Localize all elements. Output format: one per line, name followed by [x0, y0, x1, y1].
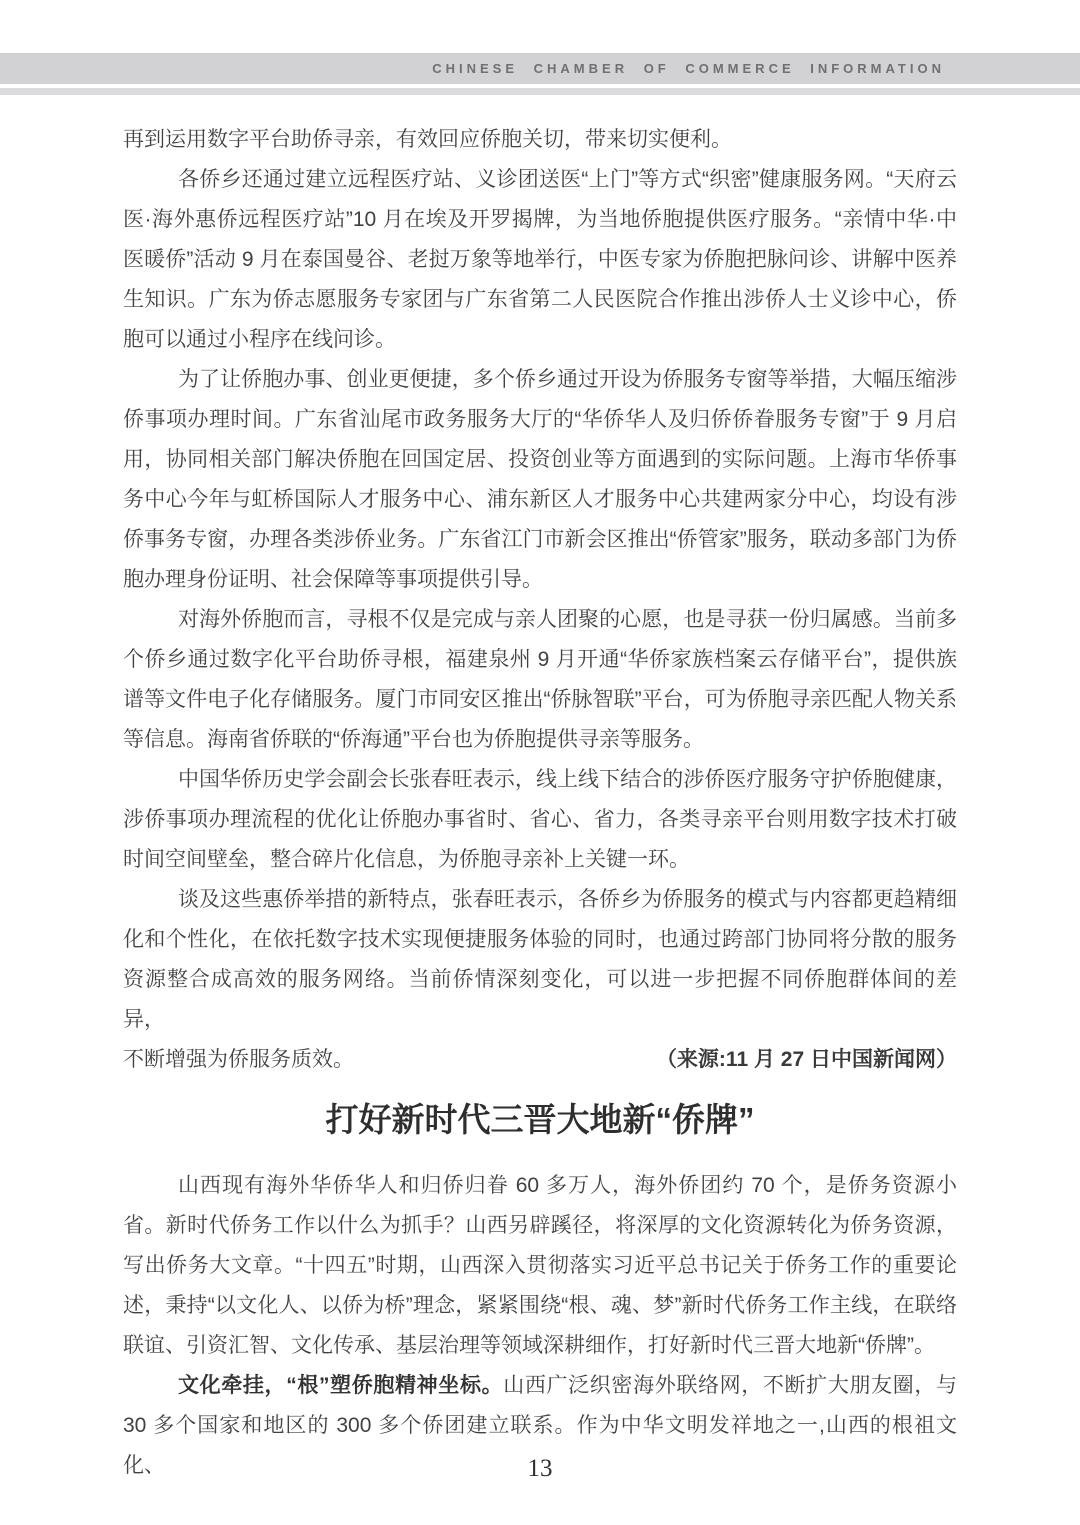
article-2-body	[123, 1166, 957, 1486]
source-credit: （来源:11 月 27 日中国新闻网）	[655, 1048, 957, 1071]
paragraph: 谈及这些惠侨举措的新特点，张春旺表示，各侨乡为侨服务的模式与内容都更趋精细化和个性化，在依托数字技术实现便捷服务体验的同时，也通过跨部门协同将分散的服务资源整合成高效的服务网络。当前侨情深刻变化，可以进一步把握不同侨胞群体间的差异，	[123, 888, 957, 1031]
page-content	[123, 120, 957, 1486]
paragraph-bold-lead: 文化牵挂，“根”塑侨胞精神坐标。	[178, 1374, 504, 1397]
paragraph: 中国华侨历史学会副会长张春旺表示，线上线下结合的涉侨医疗服务守护侨胞健康，涉侨事项办理流程的优化让侨胞办事省时、省心、省力，各类寻亲平台则用数字技术打破时间空间壁垒，整合碎片化信息，为侨胞寻亲补上关键一环。	[123, 768, 957, 871]
header-divider-bar	[0, 88, 1080, 95]
page-number: 13	[527, 1455, 553, 1482]
paragraph: 各侨乡还通过建立远程医疗站、义诊团送医“上门”等方式“织密”健康服务网。“天府云医·海外惠侨远程医疗站”10 月在埃及开罗揭牌，为当地侨胞提供医疗服务。“亲情中华·中医暖侨”活动 9 月在泰国曼谷、老挝万象等地举行，中医专家为侨胞把脉问诊、讲解中医养生知识。广东为侨志愿服务专家团与广东省第二人民医院合作推出涉侨人士义诊中心，侨胞可以通过小程序在线问诊。	[123, 168, 957, 351]
paragraph: 为了让侨胞办事、创业更便捷，多个侨乡通过开设为侨服务专窗等举措，大幅压缩涉侨事项办理时间。广东省汕尾市政务服务大厅的“华侨华人及归侨侨眷服务专窗”于 9 月启用，协同相关部门解决侨胞在回国定居、投资创业等方面遇到的实际问题。上海市华侨事务中心今年与虹桥国际人才服务中心、浦东新区人才服务中心共建两家分中心，均设有涉侨事务专窗，办理各类涉侨业务。广东省江门市新会区推出“侨管家”服务，联动多部门为侨胞办理身份证明、社会保障等事项提供引导。	[123, 368, 957, 591]
closing-text: 不断增强为侨服务质效。	[123, 1048, 354, 1071]
header-banner	[0, 53, 1080, 84]
banner-title: CHINESE CHAMBER OF COMMERCE INFORMATION	[432, 61, 945, 76]
paragraph: 对海外侨胞而言，寻根不仅是完成与亲人团聚的心愿，也是寻获一份归属感。当前多个侨乡通过数字化平台助侨寻根，福建泉州 9 月开通“华侨家族档案云存储平台”，提供族谱等文件电子化存储服务。厦门市同安区推出“侨脉智联”平台，可为侨胞寻亲匹配人物关系等信息。海南省侨联的“侨海通”平台也为侨胞提供寻亲等服务。	[123, 608, 957, 751]
paragraph: 再到运用数字平台助侨寻亲，有效回应侨胞关切，带来切实便利。	[123, 128, 732, 151]
article-1	[123, 120, 957, 1080]
article-2-title: 打好新时代三晋大地新“侨牌”	[325, 1101, 755, 1138]
paragraph: 山西现有海外华侨华人和归侨归眷 60 多万人，海外侨团约 70 个，是侨务资源小省。新时代侨务工作以什么为抓手？山西另辟蹊径，将深厚的文化资源转化为侨务资源，写出侨务大文章。“十四五”时期，山西深入贯彻落实习近平总书记关于侨务工作的重要论述，秉持“以文化人、以侨为桥”理念，紧紧围绕“根、魂、梦”新时代侨务工作主线，在联络联谊、引资汇智、文化传承、基层治理等领域深耕细作，打好新时代三晋大地新“侨牌”。	[123, 1174, 957, 1357]
paragraph-rest: 山西广泛织密海外联络网，不断扩大朋友圈，与 30 多个国家和地区的 300 多个侨团建立联系。作为中华文明发祥地之一,山西的根祖文化、	[123, 1374, 958, 1477]
article-2	[123, 1096, 957, 1486]
closing-line	[123, 1040, 957, 1080]
